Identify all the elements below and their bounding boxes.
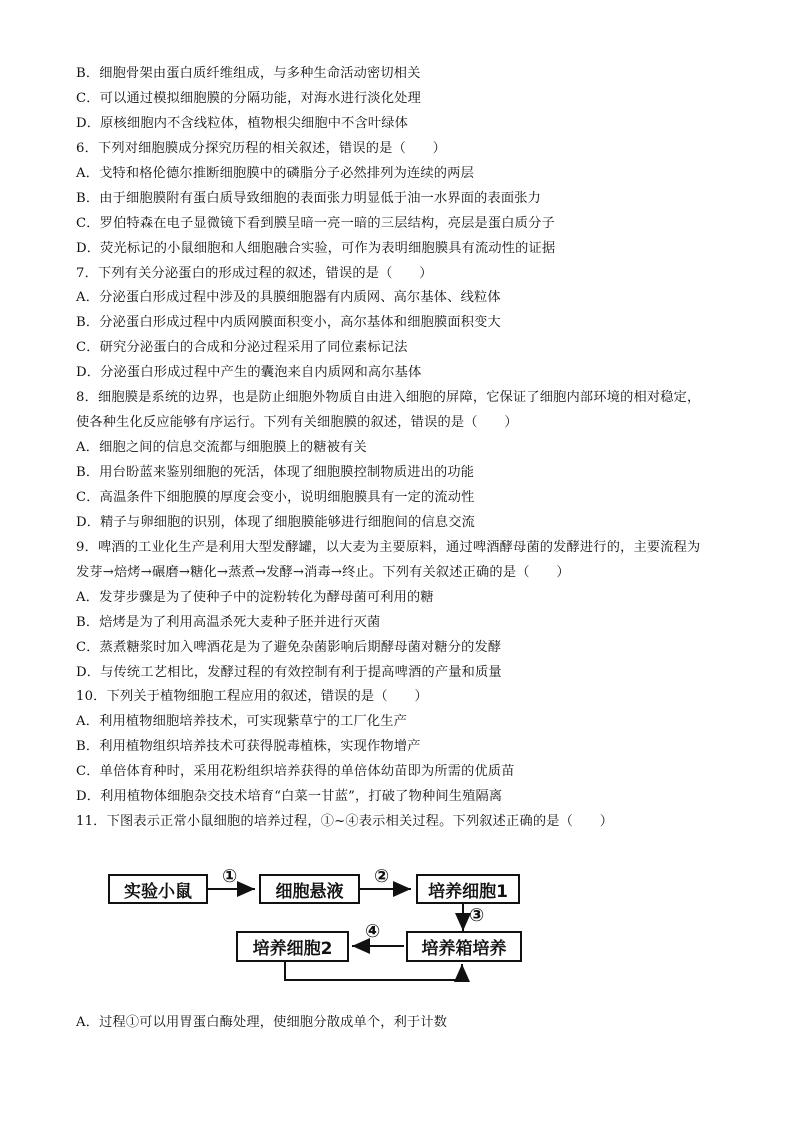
text-line: 发芽→焙烤→碾磨→糖化→蒸煮→发酵→消毒→终止。下列有关叙述正确的是（ ）	[76, 564, 570, 580]
box-cell-suspension: 细胞悬液	[259, 874, 360, 904]
text-line: B．细胞骨架由蛋白质纤维组成，与多种生命活动密切相关	[76, 66, 421, 81]
box-cultured-cells-1: 培养细胞1	[416, 874, 520, 904]
box-cultured-cells-2: 培养细胞2	[236, 931, 349, 962]
text-line: A．利用植物细胞培养技术，可实现紫草宁的工厂化生产	[76, 714, 408, 730]
question-text-block	[76, 62, 756, 835]
label-step1: ①	[222, 866, 238, 888]
label-step4: ④	[365, 921, 381, 943]
text-line: 11．下图表示正常小鼠细胞的培养过程，①~④表示相关过程。下列叙述正确的是（ ）	[76, 814, 614, 830]
box-incubator-culture: 培养箱培养	[406, 931, 522, 962]
text-line: C．罗伯特森在电子显微镜下看到膜呈暗一亮一暗的三层结构，亮层是蛋白质分子	[76, 215, 555, 231]
text-line: C．蒸煮糖浆时加入啤酒花是为了避免杂菌影响后期酵母菌对糖分的发酵	[76, 639, 502, 655]
cell-culture-diagram	[76, 835, 756, 1005]
text-line: B．分泌蛋白形成过程中内质网膜面积变小，高尔基体和细胞膜面积变大	[76, 315, 501, 331]
text-line: 6．下列对细胞膜成分探究历程的相关叙述，错误的是（ ）	[76, 140, 447, 156]
label-step3: ③	[469, 905, 485, 927]
text-line: 7．下列有关分泌蛋白的形成过程的叙述，错误的是（ ）	[76, 265, 433, 281]
text-line: D．原核细胞内不含线粒体，植物根尖细胞中不含叶绿体	[76, 115, 409, 131]
exam-page	[76, 62, 756, 1036]
text-line: C．可以通过模拟细胞膜的分隔功能，对海水进行淡化处理	[76, 90, 421, 106]
text-line: D．精子与卵细胞的识别，体现了细胞膜能够进行细胞间的信息交流	[76, 514, 476, 530]
text-line: 9．啤酒的工业化生产是利用大型发酵罐，以大麦为主要原料，通过啤酒酵母菌的发酵进行的，主要流程为	[76, 539, 701, 555]
text-line: C．高温条件下细胞膜的厚度会变小，说明细胞膜具有一定的流动性	[76, 489, 475, 505]
arrow-loop	[285, 961, 462, 980]
text-line: 8．细胞膜是系统的边界，也是防止细胞外物质自由进入细胞的屏障，它保证了细胞内部环境的相对稳定，	[76, 390, 701, 406]
text-line: D．分泌蛋白形成过程中产生的囊泡来自内质网和高尔基体	[76, 365, 422, 381]
text-line: D．荧光标记的小鼠细胞和人细胞融合实验，可作为表明细胞膜具有流动性的证据	[76, 240, 556, 256]
text-line: D．与传统工艺相比，发酵过程的有效控制有利于提高啤酒的产量和质量	[76, 664, 502, 680]
box-experimental-mouse: 实验小鼠	[108, 874, 208, 904]
text-line: B．用台盼蓝来鉴别细胞的死活，体现了细胞膜控制物质进出的功能	[76, 465, 475, 480]
text-line: B．焙烤是为了利用高温杀死大麦种子胚并进行灭菌	[76, 614, 381, 630]
diagram-arrows	[76, 835, 756, 1005]
text-line: C．研究分泌蛋白的合成和分泌过程采用了同位素标记法	[76, 340, 408, 356]
question-options-block	[76, 1011, 756, 1036]
text-line: D．利用植物体细胞杂交技术培育“白菜一甘蓝”，打破了物种间生殖隔离	[76, 789, 503, 805]
text-line: B．由于细胞膜附有蛋白质导致细胞的表面张力明显低于油一水界面的表面张力	[76, 190, 542, 206]
text-line: A．发芽步骤是为了使种子中的淀粉转化为酵母菌可利用的糖	[76, 589, 434, 605]
text-line: A．戈特和格伦德尔推断细胞膜中的磷脂分子必然排列为连续的两层	[76, 165, 474, 181]
text-line: B．利用植物组织培养技术可获得脱毒植株，实现作物增产	[76, 739, 421, 755]
text-line: A．过程①可以用胃蛋白酶处理，使细胞分散成单个，利于计数	[76, 1015, 448, 1031]
label-step2: ②	[374, 866, 390, 888]
text-line: A．细胞之间的信息交流都与细胞膜上的糖被有关	[76, 440, 367, 456]
text-line: 10．下列关于植物细胞工程应用的叙述，错误的是（ ）	[76, 689, 428, 705]
text-line: C．单倍体育种时，采用花粉组织培养获得的单倍体幼苗即为所需的优质苗	[76, 764, 515, 780]
text-line: 使各种生化反应能够有序运行。下列有关细胞膜的叙述，错误的是（ ）	[76, 415, 518, 431]
text-line: A．分泌蛋白形成过程中涉及的具膜细胞器有内质网、高尔基体、线粒体	[76, 290, 501, 306]
